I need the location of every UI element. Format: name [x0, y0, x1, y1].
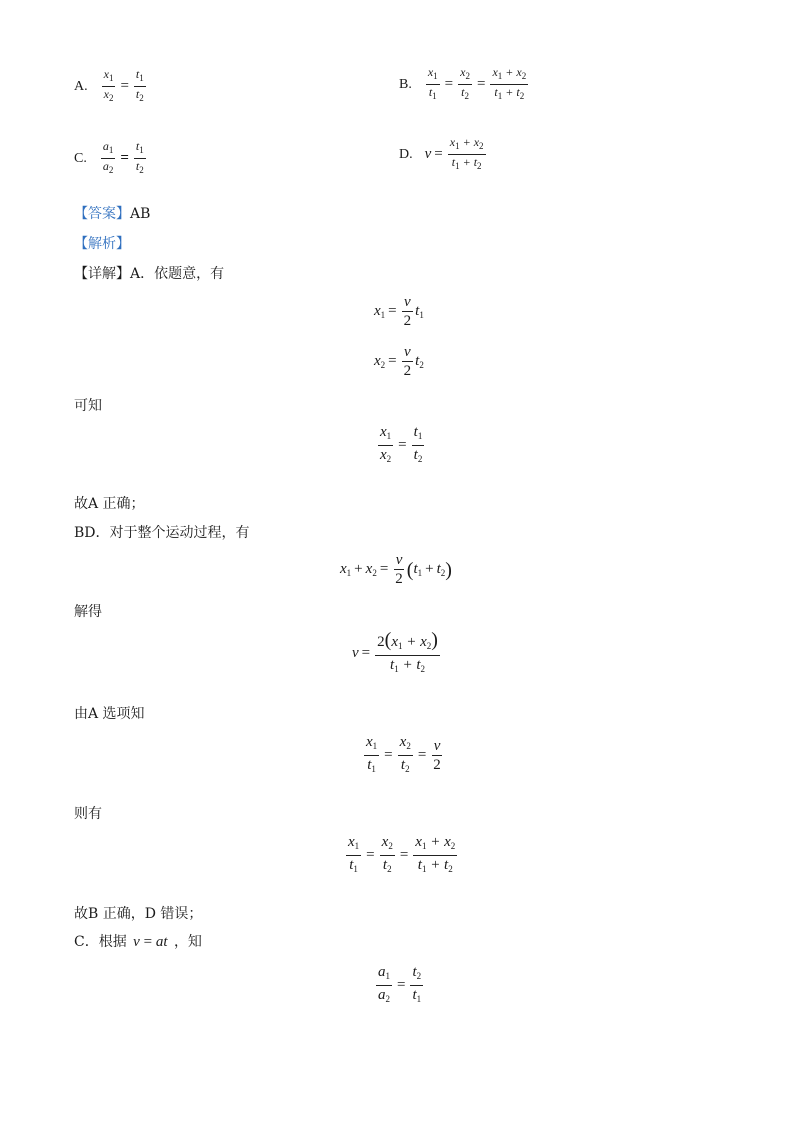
option-c-label: C.: [74, 150, 87, 166]
formula-v-at: v = at: [133, 934, 168, 950]
option-a: A. $\frac{x_1}{x_2}$ = $\frac{t_1}{t_2}$: [74, 67, 144, 103]
answer-tag: 【答案】: [74, 206, 130, 222]
text-b-correct-d-wrong: 故B 正确，D 错误；: [74, 906, 203, 922]
equation-ratio-v: $\frac{x_1}{t_1}$ = $\frac{x_2}{t_2}$ = $\frac{v}{2}$: [366, 734, 441, 774]
text-from-a: 由A 选项知: [74, 706, 145, 722]
fraction-x1-x2: $\frac{x_1}{x_2}$: [103, 67, 114, 103]
fraction-t1-t2: $\frac{t_1}{t_2}$: [135, 67, 144, 103]
text-kezhi: 可知: [74, 398, 102, 414]
equation-a-ratio: $\frac{a_1}{a_2}$ = $\frac{t_2}{t_1}$: [378, 964, 422, 1004]
option-d-label: D.: [399, 146, 413, 162]
text-a-correct: 故A 正确；: [74, 496, 145, 512]
answer-line: [74, 204, 150, 224]
option-b-label: B.: [399, 76, 412, 92]
option-a-label: A.: [74, 78, 88, 94]
equation-ratio: $\frac{x_1}{x_2}$ = $\frac{t_1}{t_2}$: [380, 424, 423, 464]
equation-total: $x_1$ + $x_2$ = $\frac{v}{2}$ ( $t_1$ + $t_2$ ): [340, 552, 452, 587]
option-b: B. $\frac{x_1}{t_1}$ = $\frac{x_2}{t_2}$ = $\frac{x_1 + x_2}{t_1 + t_2}$: [399, 65, 527, 101]
text-bd-intro: BD．对于整个运动过程，有: [74, 525, 250, 541]
option-c: C. $\frac{a_1}{a_2}$ = $\frac{t_1}{t_2}$: [74, 139, 144, 175]
equation-combined: $\frac{x_1}{t_1}$ = $\frac{x_2}{t_2}$ = $\frac{x_1 + x_2}{t_1 + t_2}$: [348, 834, 456, 874]
detail-intro: 【详解】A．依题意，有: [74, 266, 225, 282]
equation-x1: $x_1$ = $\frac{v}{2}$ $t_1$: [374, 294, 424, 329]
text-c-intro-prefix: C．根据: [74, 934, 127, 950]
text-c-intro: [74, 932, 202, 952]
analysis-tag: 【解析】: [74, 236, 130, 252]
text-jiede: 解得: [74, 604, 102, 620]
option-d: D. v = $\frac{x_1 + x_2}{t_1 + t_2}$: [399, 135, 484, 171]
equation-v: v = $\frac{2(x_1 + x_2)}{t_1 + t_2}$: [352, 629, 438, 674]
text-zeyou: 则有: [74, 806, 102, 822]
equation-x2: $x_2$ = $\frac{v}{2}$ $t_2$: [374, 344, 424, 379]
answer-value: AB: [130, 206, 151, 222]
text-c-intro-suffix: ，知: [173, 934, 202, 950]
